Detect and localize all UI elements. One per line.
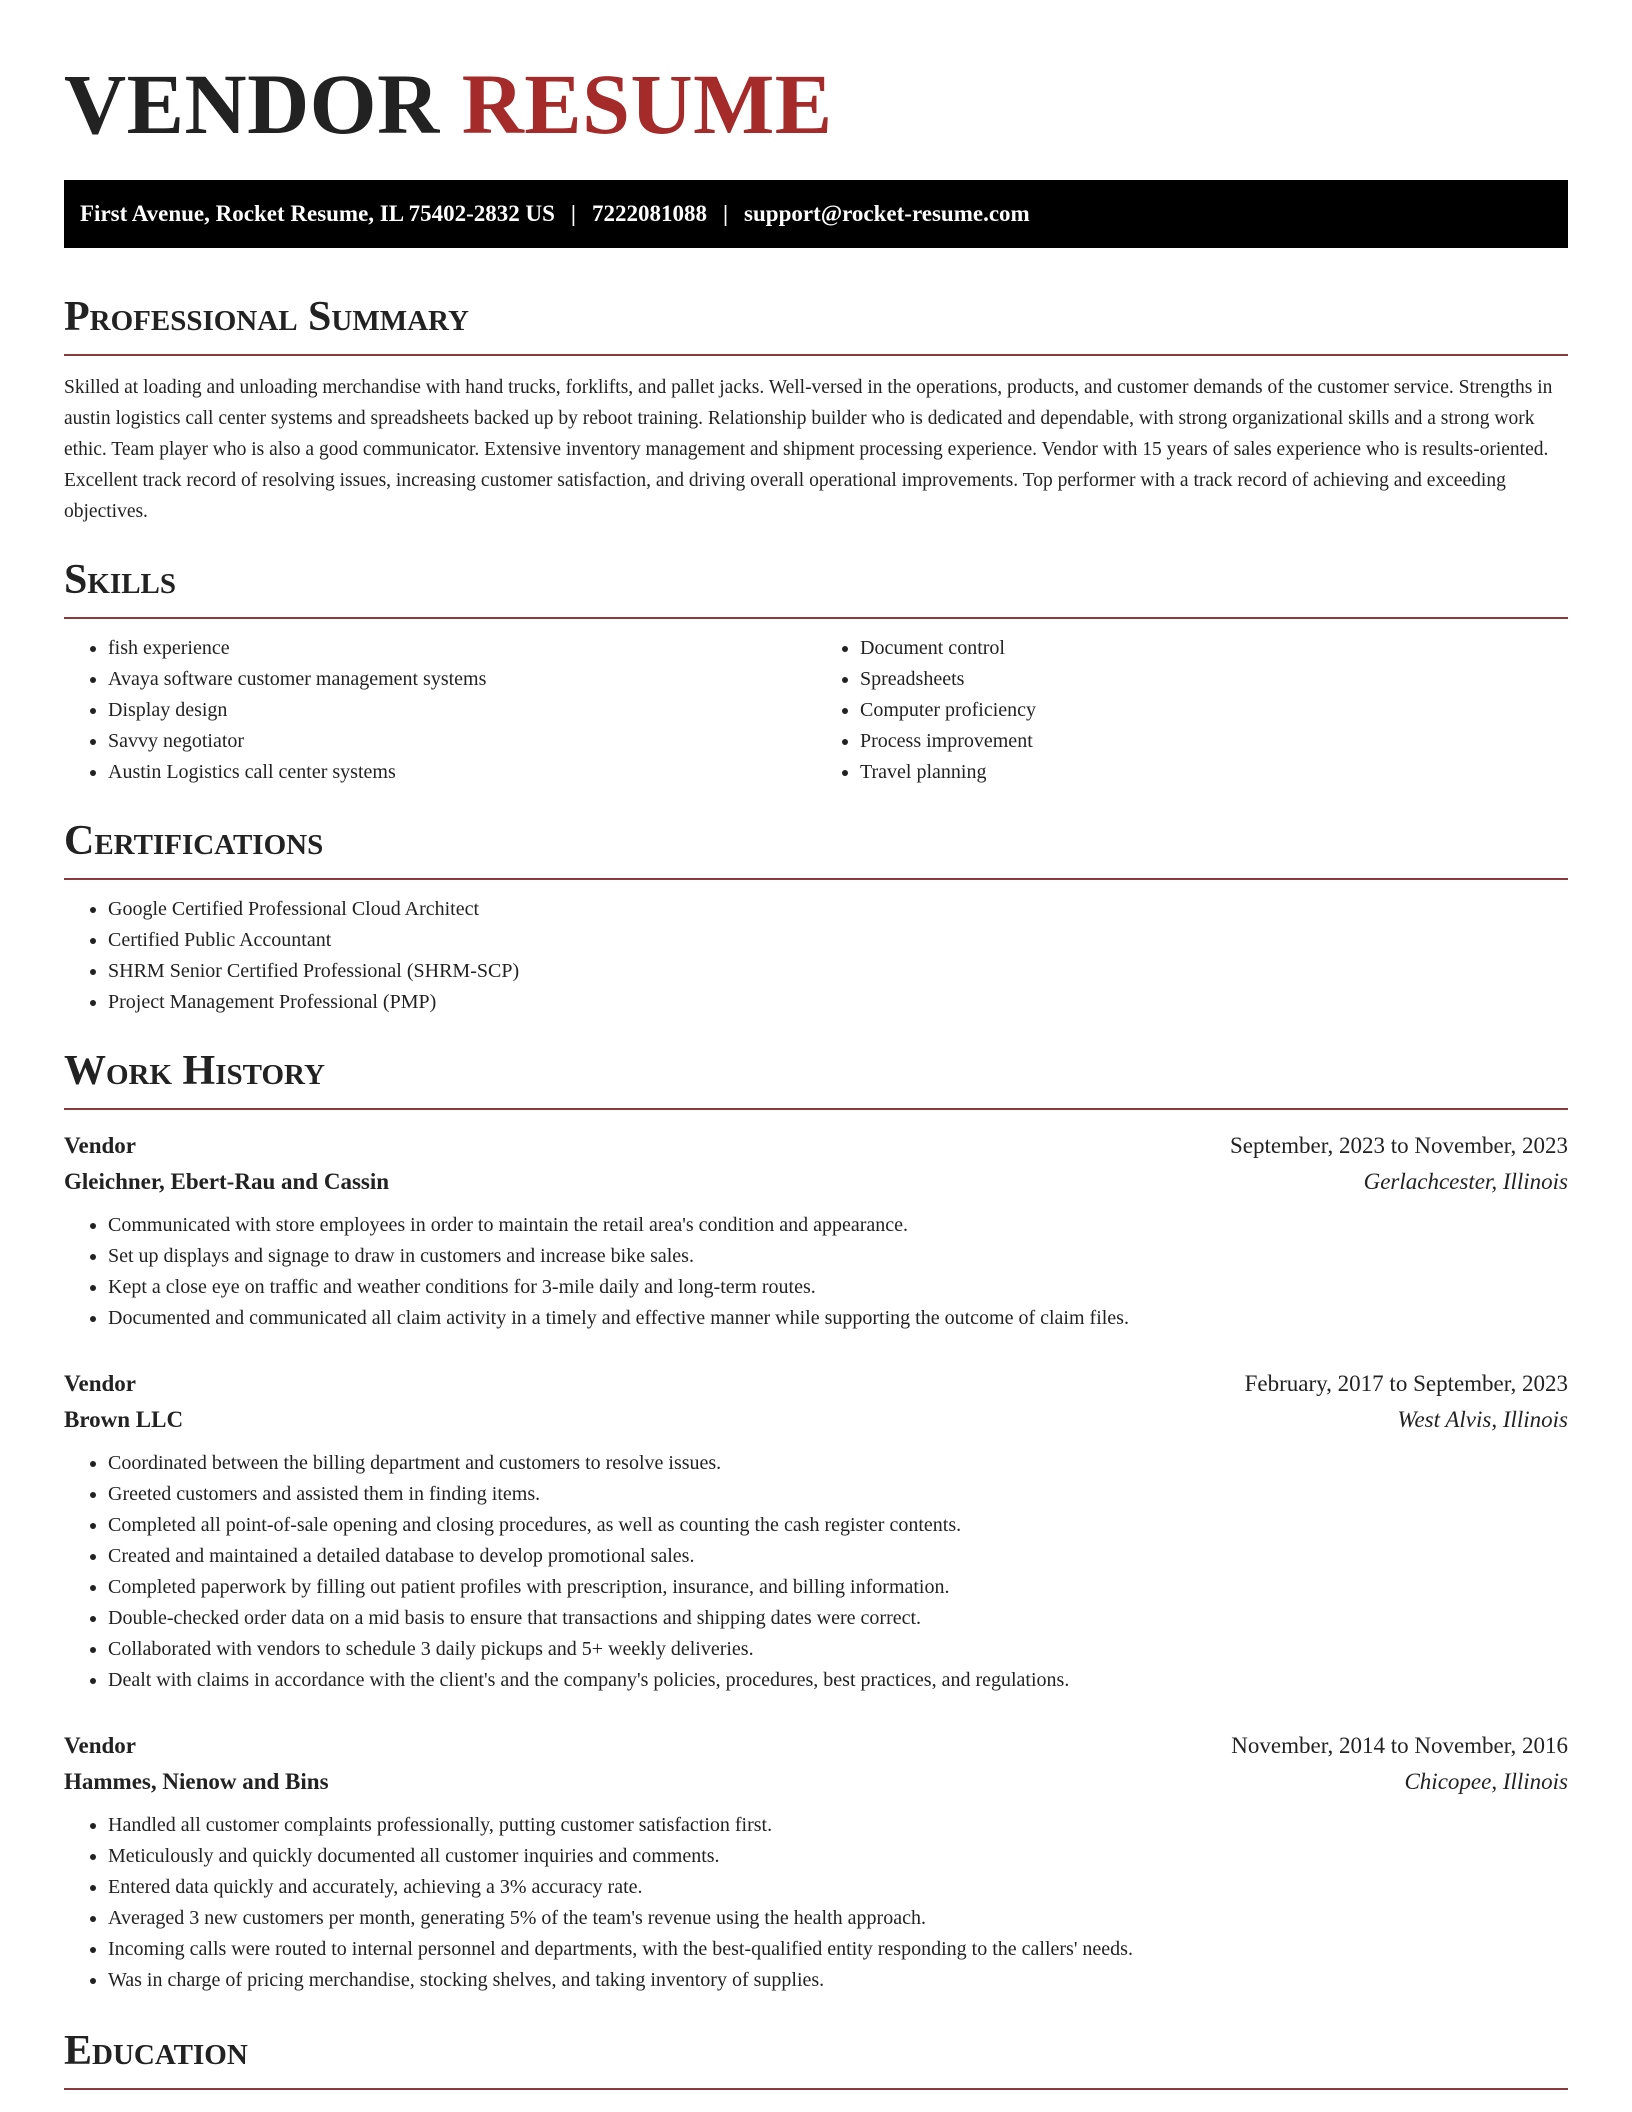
education-section xyxy=(64,2026,1568,2090)
job-entry xyxy=(64,1128,1568,1334)
skills-section xyxy=(64,555,1568,788)
skill-item: • Travel planning xyxy=(860,757,1568,788)
skill-item: • fish experience xyxy=(108,633,816,664)
contact-phone: 7222081088 xyxy=(591,201,707,226)
skills-list-left xyxy=(64,633,816,788)
skill-item: • Avaya software customer management systems xyxy=(108,664,816,695)
resume-title xyxy=(64,0,1568,150)
job-title: Vendor xyxy=(64,1371,136,1396)
skill-item: • Document control xyxy=(860,633,1568,664)
job-header-row xyxy=(64,1366,1568,1402)
job-dates: September, 2023 to November, 2023 xyxy=(1230,1133,1568,1158)
job-bullet: • Double-checked order data on a mid basis to ensure that transactions and shipping dates were correct. xyxy=(108,1603,1568,1634)
certifications-list xyxy=(64,894,1568,1018)
certification-item: • Certified Public Accountant xyxy=(108,925,1568,956)
job-entry xyxy=(64,1366,1568,1696)
skills-columns xyxy=(64,619,1568,788)
job-company-row xyxy=(64,1402,1568,1438)
title-word-vendor: VENDOR xyxy=(64,56,440,152)
work-history-section xyxy=(64,1046,1568,1996)
skill-item: • Display design xyxy=(108,695,816,726)
job-bullet: • Created and maintained a detailed database to develop promotional sales. xyxy=(108,1541,1568,1572)
summary-section xyxy=(64,292,1568,527)
job-dates: November, 2014 to November, 2016 xyxy=(1231,1733,1568,1758)
job-location: West Alvis, Illinois xyxy=(1397,1407,1568,1432)
job-bullet: • Handled all customer complaints professionally, putting customer satisfaction first. xyxy=(108,1810,1568,1841)
job-bullet: • Meticulously and quickly documented all customer inquiries and comments. xyxy=(108,1841,1568,1872)
job-bullet: • Documented and communicated all claim activity in a timely and effective manner while supporting the outcome of claim files. xyxy=(108,1303,1568,1334)
job-title: Vendor xyxy=(64,1133,136,1158)
job-bullet: • Set up displays and signage to draw in customers and increase bike sales. xyxy=(108,1241,1568,1272)
contact-address: First Avenue, Rocket Resume, IL 75402-2832 US xyxy=(80,201,555,226)
certifications-section xyxy=(64,816,1568,1018)
job-company-row xyxy=(64,1164,1568,1200)
job-bullet: • Entered data quickly and accurately, achieving a 3% accuracy rate. xyxy=(108,1872,1568,1903)
job-bullet: • Greeted customers and assisted them in finding items. xyxy=(108,1479,1568,1510)
job-header-row xyxy=(64,1728,1568,1764)
job-company: Brown LLC xyxy=(64,1407,184,1432)
job-header-row xyxy=(64,1128,1568,1164)
certifications-heading: Certifications xyxy=(64,816,1568,880)
skills-list-right xyxy=(816,633,1568,788)
job-company: Hammes, Nienow and Bins xyxy=(64,1769,329,1794)
contact-separator: | xyxy=(570,201,576,226)
job-bullet: • Was in charge of pricing merchandise, stocking shelves, and taking inventory of supplies. xyxy=(108,1965,1568,1996)
contact-email: support@rocket-resume.com xyxy=(744,201,1030,226)
certification-item: • Project Management Professional (PMP) xyxy=(108,987,1568,1018)
job-company-row xyxy=(64,1764,1568,1800)
job-company: Gleichner, Ebert-Rau and Cassin xyxy=(64,1169,390,1194)
job-bullet: • Incoming calls were routed to internal personnel and departments, with the best-qualified entity responding to the callers' needs. xyxy=(108,1934,1568,1965)
summary-text: Skilled at loading and unloading merchandise with hand trucks, forklifts, and pallet jacks. Well-versed in the operations, products, and customer demands of the customer service. Strengths in austin logistics call center systems and spreadsheets backed up by reboot training. Relationship builder who is dedicated and dependable, with strong organizational skills and a strong work ethic. Team player who is also a good communicator. Extensive inventory management and shipment processing experience. Vendor with 15 years of sales experience who is results-oriented. Excellent track record of resolving issues, increasing customer satisfaction, and driving overall operational improvements. Top performer with a track record of achieving and exceeding objectives. xyxy=(64,377,1553,522)
skill-item: • Savvy negotiator xyxy=(108,726,816,757)
contact-bar xyxy=(64,180,1568,248)
job-bullet: • Communicated with store employees in order to maintain the retail area's condition and appearance. xyxy=(108,1210,1568,1241)
job-bullet: • Dealt with claims in accordance with the client's and the company's policies, procedures, best practices, and regulations. xyxy=(108,1665,1568,1696)
skill-item: • Austin Logistics call center systems xyxy=(108,757,816,788)
job-bullet: • Collaborated with vendors to schedule 3 daily pickups and 5+ weekly deliveries. xyxy=(108,1634,1568,1665)
job-bullets xyxy=(64,1810,1568,1996)
job-location: Chicopee, Illinois xyxy=(1404,1769,1568,1794)
skills-heading: Skills xyxy=(64,555,1568,619)
job-entry xyxy=(64,1728,1568,1996)
job-bullet: • Completed all point-of-sale opening and closing procedures, as well as counting the cash register contents. xyxy=(108,1510,1568,1541)
work-history-heading: Work History xyxy=(64,1046,1568,1110)
job-bullets xyxy=(64,1210,1568,1334)
job-bullet: • Averaged 3 new customers per month, generating 5% of the team's revenue using the health approach. xyxy=(108,1903,1568,1934)
skill-item: • Spreadsheets xyxy=(860,664,1568,695)
title-word-resume: RESUME xyxy=(461,56,833,152)
job-bullets xyxy=(64,1448,1568,1696)
job-bullet: • Completed paperwork by filling out patient profiles with prescription, insurance, and billing information. xyxy=(108,1572,1568,1603)
job-location: Gerlachcester, Illinois xyxy=(1363,1169,1568,1194)
job-dates: February, 2017 to September, 2023 xyxy=(1244,1371,1568,1396)
certification-item: • Google Certified Professional Cloud Architect xyxy=(108,894,1568,925)
skill-item: • Computer proficiency xyxy=(860,695,1568,726)
summary-heading: Professional Summary xyxy=(64,292,1568,356)
job-title: Vendor xyxy=(64,1733,136,1758)
contact-separator: | xyxy=(722,201,729,226)
job-bullet: • Kept a close eye on traffic and weather conditions for 3-mile daily and long-term routes. xyxy=(108,1272,1568,1303)
job-bullet: • Coordinated between the billing department and customers to resolve issues. xyxy=(108,1448,1568,1479)
skill-item: • Process improvement xyxy=(860,726,1568,757)
certification-item: • SHRM Senior Certified Professional (SHRM-SCP) xyxy=(108,956,1568,987)
education-heading: Education xyxy=(64,2026,1568,2090)
